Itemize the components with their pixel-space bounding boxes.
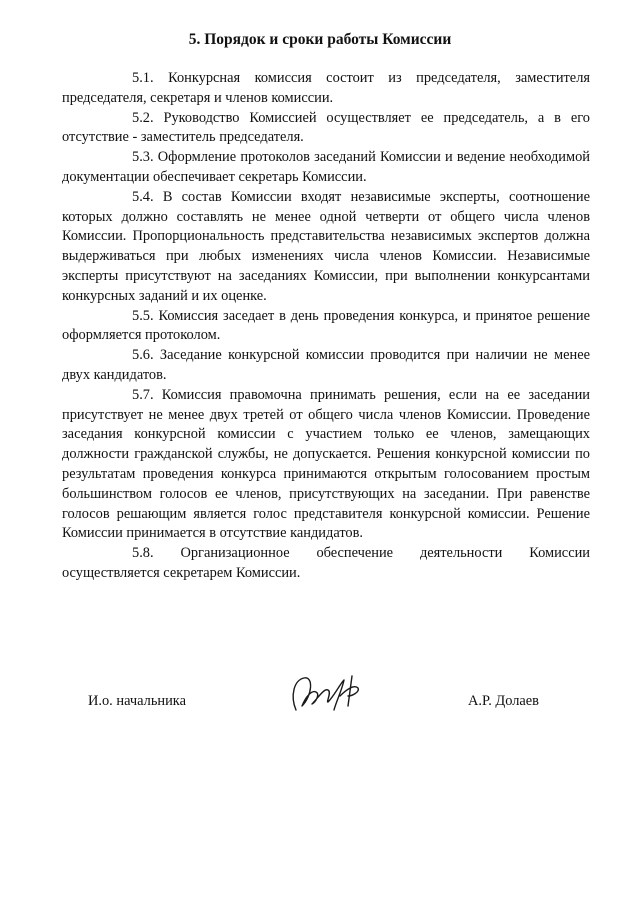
paragraph-5-6: 5.6. Заседание конкурсной комиссии проводится при наличии не менее двух кандидатов. xyxy=(62,347,590,383)
section-title: 5. Порядок и сроки работы Комиссии xyxy=(188,31,452,48)
paragraph-5-3: 5.3. Оформление протоколов заседаний Комиссии и ведение необходимой документации обеспечивает секретарь Комиссии. xyxy=(62,149,590,185)
signatory-name: А.Р. Долаев xyxy=(468,693,539,709)
paragraph-5-1: 5.1. Конкурсная комиссия состоит из председателя, заместителя председателя, секретаря и членов комиссии. xyxy=(62,70,590,106)
document-body xyxy=(62,69,590,584)
paragraph-5-8: 5.8. Организационное обеспечение деятельности Комиссии осуществляется секретарем Комиссии. xyxy=(62,545,590,581)
paragraph-5-2: 5.2. Руководство Комиссией осуществляет ее председатель, а в его отсутствие - заместитель председателя. xyxy=(62,109,590,146)
paragraph-5-5: 5.5. Комиссия заседает в день проведения конкурса, и принятое решение оформляется протоколом. xyxy=(62,307,590,344)
handwritten-signature-icon xyxy=(282,666,372,718)
paragraph-5-7: 5.7. Комиссия правомочна принимать решения, если на ее заседании присутствует не менее двух третей от общего числа членов Комиссии. Проведение заседания конкурсной комиссии с участием только ее членов, замещающих должности гражданской службы, не допускается. Решения конкурсной комиссии по результатам проведения конкурса принимаются открытым голосованием простым большинством голосов ее членов, присутствующих на заседании. При равенстве голосов решающим является голос представителя конкурсной комиссии. Решение Комиссии принимается в отсутствие кандидатов. xyxy=(62,386,590,542)
paragraph-5-4: 5.4. В состав Комиссии входят независимые эксперты, соотношение которых должно составлять не менее одной четверти от общего числа членов Комиссии. Пропорциональность представительства независимых экспертов должна выдерживаться при любых изменениях числа членов Комиссии. Независимые эксперты присутствуют на заседаниях Комиссии, при выполнении конкурсантами конкурсных заданий и их оценке. xyxy=(62,188,590,304)
signatory-position: И.о. начальника xyxy=(88,693,186,709)
